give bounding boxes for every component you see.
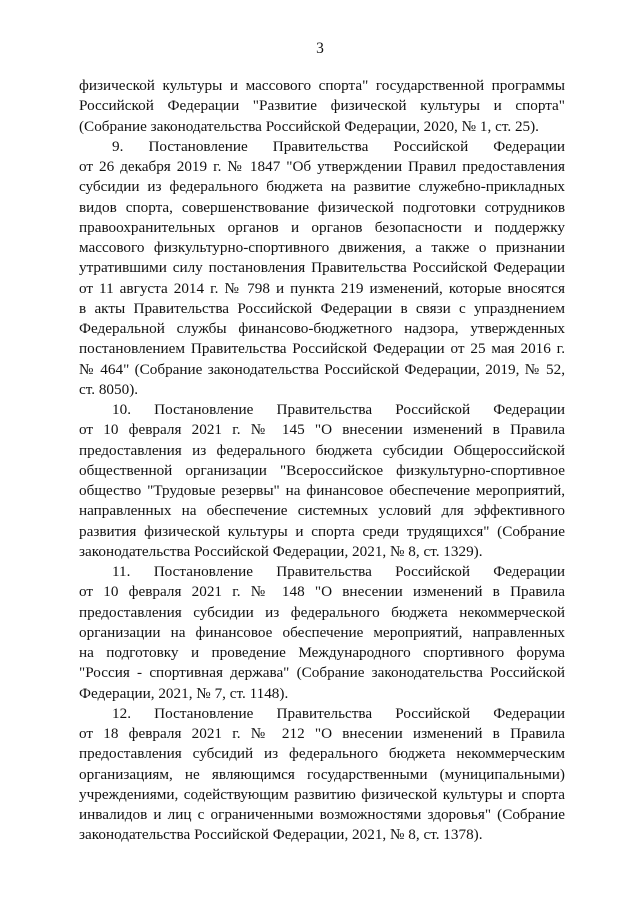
text-line: направленных на обеспечение системных условий для эффективного xyxy=(79,502,565,520)
text-line: организации на финансовое обеспечение мероприятий, направленных xyxy=(79,623,565,641)
text-line: общество "Трудовые резервы" на финансовое обеспечение мероприятий, xyxy=(79,482,565,499)
text-line: Российской Федерации "Развитие физической культуры и спорта" xyxy=(79,97,565,115)
text-line: развития физической культуры и спорта среди трудящихся" (Собрание xyxy=(79,522,565,540)
text-line: от 11 августа 2014 г. № 798 и пункта 219 изменений, которые вносятся xyxy=(79,279,565,297)
text-line: учреждениями, содействующим развитию физической культуры и спорта xyxy=(79,785,565,803)
text-line: в акты Правительства Российской Федерации в связи с упразднением xyxy=(79,299,565,317)
text-line: № 464" (Собрание законодательства Российской Федерации, 2019, № 52, xyxy=(79,360,565,378)
text-line: видов спорта, совершенствование физической подготовки сотрудников xyxy=(79,198,565,216)
page-number: 3 xyxy=(316,40,324,57)
text-line: предоставления субсидии из федерального бюджета некоммерческой xyxy=(79,603,565,621)
text-line: 12. Постановление Правительства Российской Федерации xyxy=(112,704,565,722)
text-line: ст. 8050). xyxy=(79,380,139,398)
text-line: организациям, не являющимся государственными (муниципальными) xyxy=(79,765,565,783)
text-line: 9. Постановление Правительства Российской Федерации xyxy=(112,137,565,155)
text-line: 10. Постановление Правительства Российской Федерации xyxy=(112,401,565,418)
text-line: утратившими силу постановления Правительства Российской Федерации xyxy=(79,259,565,277)
text-line: 11. Постановление Правительства Российской Федерации xyxy=(112,563,565,580)
text-line: постановлением Правительства Российской Федерации от 25 мая 2016 г. xyxy=(79,340,565,358)
text-line: предоставления субсидий из федерального бюджета некоммерческим xyxy=(79,745,565,763)
text-line: Федеральной службы финансово-бюджетного надзора, утвержденных xyxy=(79,320,565,337)
text-line: "Россия - спортивная держава" (Собрание законодательства Российской xyxy=(79,664,565,682)
text-line: предоставления из федерального бюджета субсидии Общероссийской xyxy=(79,441,565,459)
text-line: (Собрание законодательства Российской Федерации, 2020, № 1, ст. 25). xyxy=(79,117,539,135)
text-line: физической культуры и массового спорта" государственной программы xyxy=(79,77,565,94)
text-line: инвалидов и лиц с ограниченными возможностями здоровья" (Собрание xyxy=(79,806,565,823)
text-line: от 10 февраля 2021 г. № 145 "О внесении изменений в Правила xyxy=(79,421,565,439)
text-line: от 26 декабря 2019 г. № 1847 "Об утверждении Правил предоставления xyxy=(79,158,565,175)
text-line: субсидии из федерального бюджета на развитие служебно-прикладных xyxy=(79,178,565,196)
body-text xyxy=(79,76,565,846)
text-line: правоохранительных органов и органов безопасности и поддержку xyxy=(79,218,565,236)
text-line: массового физкультурно-спортивного движения, а также о признании xyxy=(79,239,565,256)
text-line: законодательства Российской Федерации, 2021, № 8, ст. 1329). xyxy=(79,542,483,560)
text-line: от 10 февраля 2021 г. № 148 "О внесении изменений в Правила xyxy=(79,583,565,601)
text-line: законодательства Российской Федерации, 2021, № 8, ст. 1378). xyxy=(79,826,483,844)
text-line: общественной организации "Всероссийское физкультурно-спортивное xyxy=(79,461,565,479)
text-line: от 18 февраля 2021 г. № 212 "О внесении изменений в Правила xyxy=(79,725,565,742)
text-line: на подготовку и проведение Международного спортивного форума xyxy=(79,644,565,661)
text-line: Федерации, 2021, № 7, ст. 1148). xyxy=(79,684,289,702)
